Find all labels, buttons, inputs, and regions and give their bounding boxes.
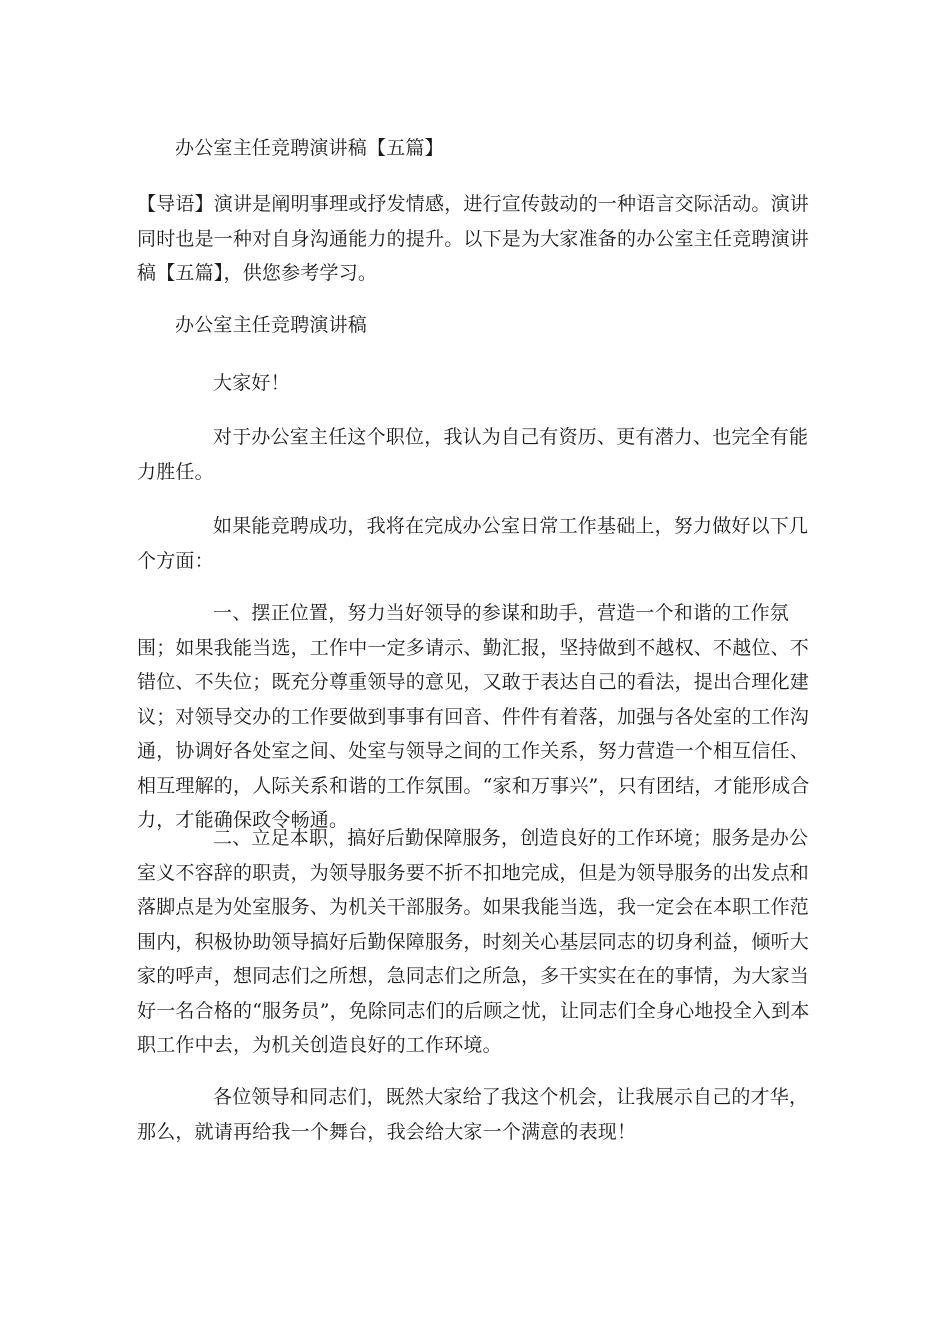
closing-paragraph: 各位领导和同志们，既然大家给了我这个机会，让我展示自己的才华，那么，就请再给我一个舞台，我会给大家一个满意的表现！	[137, 1086, 809, 1143]
greeting-paragraph: 大家好！	[213, 372, 290, 394]
body-paragraph: 如果能竞聘成功，我将在完成办公室日常工作基础上，努力做好以下几个方面：	[137, 515, 809, 572]
lead-paragraph: 【导语】演讲是阐明事理或抒发情感，进行宣传鼓动的一种语言交际活动。演讲同时也是一种对自身沟通能力的提升。以下是为大家准备的办公室主任竞聘演讲稿【五篇】，供您参考学习。	[137, 193, 810, 284]
body-paragraph: 二、立足本职，搞好后勤保障服务，创造良好的工作环境；服务是办公室义不容辞的职责，为领导服务要不折不扣地完成，但是为领导服务的出发点和落脚点是为处室服务、为机关干部服务。如果我能当选，我一定会在本职工作范围内，积极协助领导搞好后勤保障服务，时刻关心基层同志的切身利益，倾听大家的呼声，想同志们之所想，急同志们之所急，多干实实在在的事情，为大家当好一名合格的“服务员”，免除同志们的后顾之忧，让同志们全身心地投全入到本职工作中去，为机关创造良好的工作环境。	[137, 827, 810, 1056]
body-paragraph: 对于办公室主任这个职位，我认为自己有资历、更有潜力、也完全有能力胜任。	[137, 426, 809, 483]
body-paragraph: 一、摆正位置，努力当好领导的参谋和助手，营造一个和谐的工作氛围；如果我能当选，工作中一定多请示、勤汇报，坚持做到不越权、不越位、不错位、不失位；既充分尊重领导的意见，又敢于表达自己的看法，提出合理化建议；对领导交办的工作要做到事事有回音、件件有着落，加强与各处室的工作沟通，协调好各处室之间、处室与领导之间的工作关系，努力营造一个相互信任、相互理解的，人际关系和谐的工作氛围。“家和万事兴”，只有团结，才能形成合力，才能确保政令畅通。	[137, 602, 810, 831]
section-title: 办公室主任竞聘演讲稿	[175, 314, 368, 336]
document-title: 办公室主任竞聘演讲稿【五篇】	[175, 137, 444, 159]
